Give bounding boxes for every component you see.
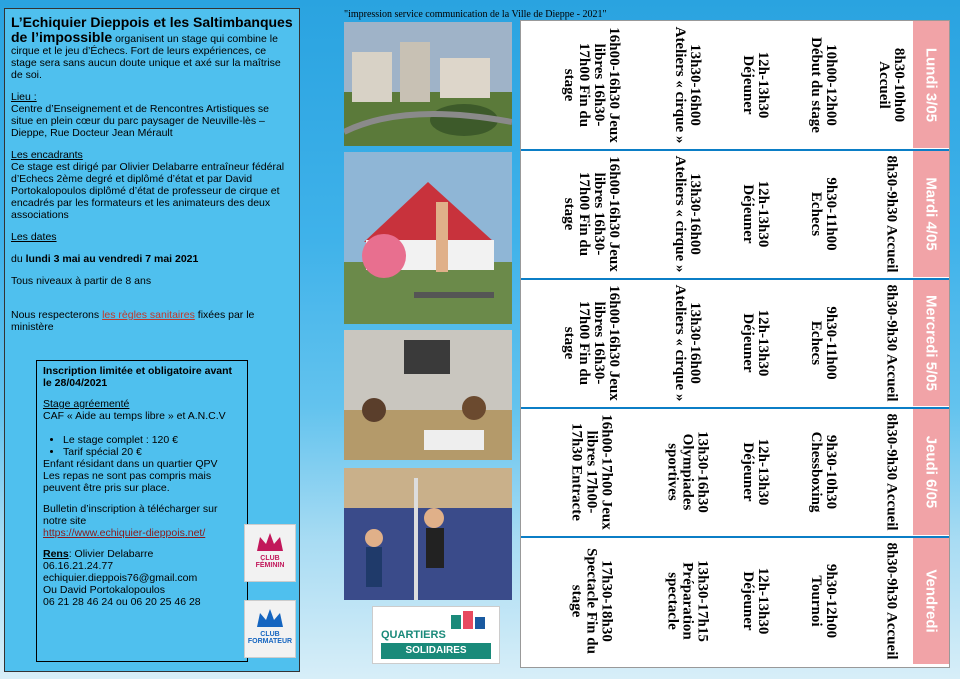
inscription-box: [36, 360, 248, 662]
tarif-note: Enfant résidant dans un quartier QPV: [43, 458, 218, 470]
circus-photo-image: [344, 152, 512, 324]
acrobatics-photo-image: [344, 468, 512, 600]
schedule-cell: [861, 279, 921, 407]
chess-photo-image: [344, 330, 512, 460]
phone-1: 06.16.21.24.77: [43, 560, 114, 572]
encadrants-text: Ce stage est dirigé par Olivier Delabarre entraîneur fédéral d’Echecs 2ème degré et diplômé d’état et par David Portokalopoulos diplômé d’état de professeur de cirque et encadrés par les formateurs et les animateurs des deux associations: [11, 161, 285, 221]
sanitaire-prefix: Nous respecterons: [11, 309, 100, 321]
cell-text: 16h00-17h00 Jeux libres 17h00-17h30 Entracte: [568, 414, 615, 530]
cell-text: 13h30-16h00 Ateliers « cirque »: [672, 26, 703, 144]
day-label: Vendredi: [922, 568, 940, 633]
cell-text: 10h00-12h00 Début du stage: [808, 37, 839, 133]
cell-text: 12h-13h30 Déjeuner: [740, 309, 771, 377]
cell-text: 13h30-16h00 Ateliers « cirque »: [672, 284, 703, 402]
cell-text: 13h30-16h00 Ateliers « cirque »: [672, 155, 703, 273]
cell-text: 12h-13h30 Déjeuner: [740, 567, 771, 635]
cell-text: 9h30-12h00 Tournoi: [808, 563, 839, 639]
sanitaire-suffix: fixées par le ministère: [11, 309, 255, 333]
email: echiquier.dieppois76@gmail.com: [43, 572, 198, 584]
site-link[interactable]: https://www.echiquier-dieppois.net/: [43, 527, 206, 539]
houses-icon: [449, 609, 489, 629]
photo-circus: [344, 152, 512, 324]
club-feminin-logo: [244, 524, 296, 582]
schedule-cell: [541, 408, 641, 536]
schedule-cell: [541, 537, 641, 665]
cell-text: 16h00-16h30 Jeux libres 16h30-17h00 Fin du stage: [561, 156, 622, 272]
phone-2: 06 21 28 46 24 ou 06 20 25 46 28: [43, 596, 201, 608]
schedule-cell: [861, 408, 921, 536]
club-feminin-text: CLUB FÉMININ: [255, 555, 285, 569]
row-divider: [521, 149, 949, 151]
agree-label: Stage agréementé: [43, 398, 130, 410]
dates-label: Les dates: [11, 231, 57, 243]
schedule-cell: [793, 21, 853, 149]
cell-text: 16h00-16h30 Jeux libres 16h30-17h00 Fin du stage: [561, 27, 622, 143]
lieu-label: Lieu :: [11, 91, 37, 103]
crown-icon: [255, 531, 285, 553]
cell-text: 12h-13h30 Déjeuner: [740, 51, 771, 119]
day-label: Lundi 3/05: [922, 47, 940, 122]
schedule-cell: [541, 21, 641, 149]
schedule-cell: [793, 279, 853, 407]
row-divider: [521, 278, 949, 280]
day-label: Mercredi 5/05: [922, 294, 940, 391]
schedule-cell: [657, 150, 717, 278]
agree-text: CAF « Aide au temps libre » et A.N.C.V: [43, 410, 226, 422]
cell-text: 16h00-16h30 Jeux libres 16h30-17h00 Fin du stage: [561, 285, 622, 401]
photo-acrobatics: [344, 468, 512, 600]
sanitaire-link[interactable]: les règles sanitaires: [102, 309, 195, 321]
schedule-cell: [793, 150, 853, 278]
schedule-cell: [793, 408, 853, 536]
encadrants-label: Les encadrants: [11, 149, 83, 161]
club-formateur-text: CLUB FORMATEUR: [247, 631, 293, 645]
schedule-cell: [725, 537, 785, 665]
schedule-cell: [861, 21, 921, 149]
caption: "impression service communication de la Ville de Dieppe - 2021": [344, 9, 607, 20]
cell-text: 9h30-11h00 Echecs: [808, 177, 839, 251]
cell-text: 8h30-10h00 Accueil: [876, 47, 907, 123]
cell-text: 8h30-9h30 Accueil: [883, 155, 900, 273]
schedule-cell: [657, 537, 717, 665]
cell-text: 17h30-18h30 Spectacle Fin du stage: [568, 548, 615, 654]
quartiers-solidaires-logo: [372, 606, 500, 664]
schedule-cell: [657, 21, 717, 149]
ou-contact: Ou David Portokalopoulos: [43, 584, 165, 596]
bulletin: Bulletin d’inscription à télécharger sur notre site: [43, 503, 218, 527]
row-divider: [521, 536, 949, 538]
title-2: de l’impossible: [11, 29, 113, 45]
cell-text: 9h30-11h00 Echecs: [808, 306, 839, 380]
cell-text: 8h30-9h30 Accueil: [883, 542, 900, 660]
cell-text: 8h30-9h30 Accueil: [883, 284, 900, 402]
schedule-cell: [861, 537, 921, 665]
day-label: Mardi 4/05: [922, 176, 940, 251]
lieu-text: Centre d’Enseignement et de Rencontres Artistiques se situe en plein cœur du parc paysager de Neuville-lès –Dieppe, Rue Docteur Jean Mérault: [11, 103, 269, 139]
niveaux: Tous niveaux à partir de 8 ans: [11, 275, 152, 287]
cell-text: 9h30-10h30 Chessboxing: [808, 431, 839, 513]
cell-text: 13h30-17h15 Préparation spectacle: [664, 560, 711, 642]
rens-name: : Olivier Delabarre: [68, 548, 154, 560]
schedule-cell: [725, 279, 785, 407]
cell-text: 12h-13h30 Déjeuner: [740, 180, 771, 248]
repas: Les repas ne sont pas compris mais peuvent être pris sur place.: [43, 470, 212, 494]
schedule-cell: [725, 408, 785, 536]
schedule-cell: [793, 537, 853, 665]
title: L’Echiquier Dieppois et les Saltimbanques: [11, 14, 293, 30]
photo-city: [344, 22, 512, 146]
dates-value: lundi 3 mai au vendredi 7 mai 2021: [25, 253, 199, 265]
schedule-cell: [657, 279, 717, 407]
schedule-cell: [541, 150, 641, 278]
row-divider: [521, 407, 949, 409]
schedule-cell: [725, 150, 785, 278]
dates-prefix: du: [11, 253, 23, 265]
quartiers-text: QUARTIERS: [381, 629, 446, 641]
tarif-special: • Tarif spécial 20 €: [63, 446, 241, 458]
photo-chess: [344, 330, 512, 460]
intro: organisent un stage qui combine le cirque et le jeu d’Échecs. Fort de leurs expériences, ce stage sera sans aucun doute unique et axé sur la maîtrise de soi.: [11, 33, 281, 81]
schedule-cell: [725, 21, 785, 149]
schedule-table: [520, 20, 950, 668]
inscription-text: Inscription limitée et obligatoire avant le 28/04/2021: [43, 365, 233, 389]
tarif-complet: • Le stage complet : 120 €: [63, 434, 241, 446]
club-formateur-logo: [244, 600, 296, 658]
day-label: Jeudi 6/05: [922, 435, 940, 508]
solidaires-text: SOLIDAIRES: [381, 643, 491, 659]
schedule-cell: [541, 279, 641, 407]
crown-icon: [255, 607, 285, 629]
cell-text: 8h30-9h30 Accueil: [883, 413, 900, 531]
cell-text: 13h30-16h30 Olympiades sportives: [664, 431, 711, 513]
schedule-cell: [861, 150, 921, 278]
rens-label: Rens: [43, 548, 69, 560]
cell-text: 12h-13h30 Déjeuner: [740, 438, 771, 506]
city-photo-image: [344, 22, 512, 146]
schedule-cell: [657, 408, 717, 536]
